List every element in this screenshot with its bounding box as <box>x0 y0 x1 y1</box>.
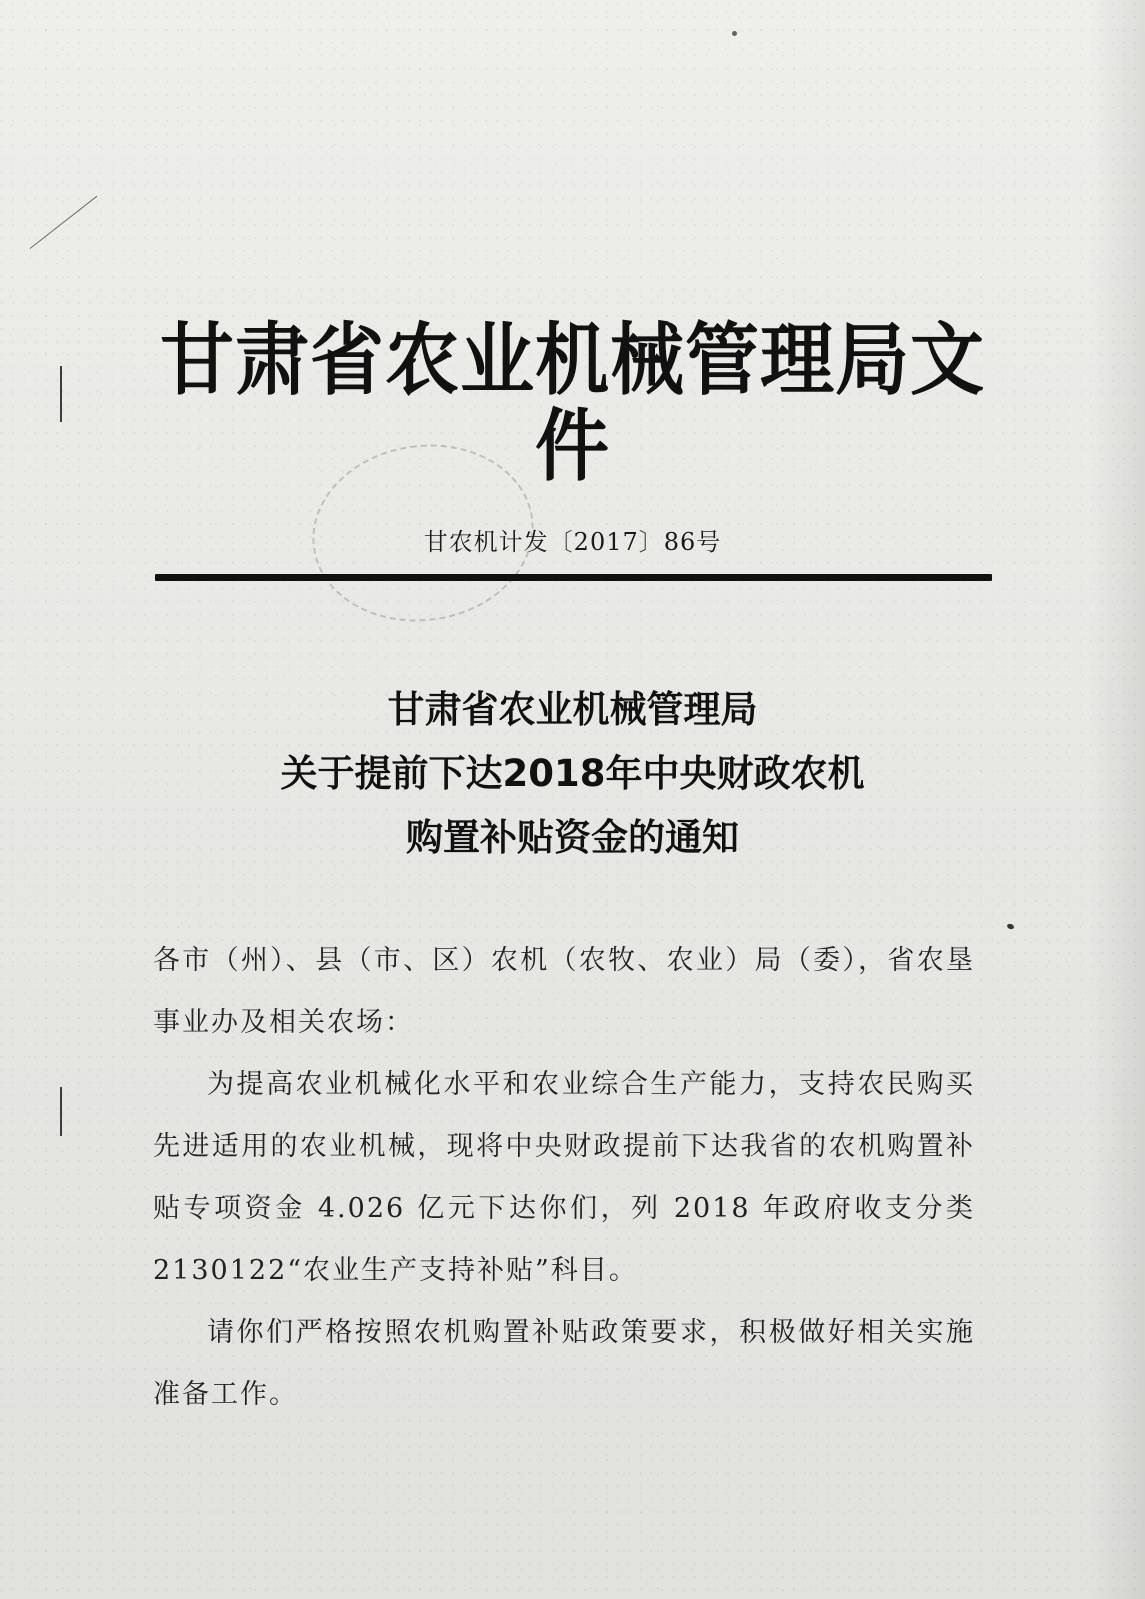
recipient-paragraph: 各市（州）、县（市、区）农机（农牧、农业）局（委），省农垦事业办及相关农场： <box>153 945 975 1038</box>
funding-paragraph: 为提高农业机械化水平和农业综合生产能力，支持农民购买先进适用的农业机械，现将中央财政提前下达我省的农机购置补贴专项资金 4.026 亿元下达你们，列 2018 年政府收支分类 2130122“农业生产支持补贴”科目。 <box>153 1069 975 1286</box>
binding-mark-upper <box>60 366 62 422</box>
notice-title <box>150 678 995 870</box>
document-number: 甘农机计发〔2017〕86号 <box>423 528 722 556</box>
notice-title-line-3: 购置补贴资金的通知 <box>406 816 739 859</box>
notice-title-line-1: 甘肃省农业机械管理局 <box>387 688 758 731</box>
binding-mark-lower <box>60 1087 62 1136</box>
document-header-title: 甘肃省农业机械管理局文件 <box>160 314 985 493</box>
header-divider <box>155 574 992 581</box>
notice-body <box>153 930 975 1426</box>
instruction-paragraph: 请你们严格按照农机购置补贴政策要求，积极做好相关实施准备工作。 <box>153 1317 975 1410</box>
ink-speck <box>732 31 737 36</box>
ink-speck <box>1006 923 1014 930</box>
paper-streak <box>30 196 98 249</box>
notice-title-line-2: 关于提前下达2018年中央财政农机 <box>280 752 865 795</box>
